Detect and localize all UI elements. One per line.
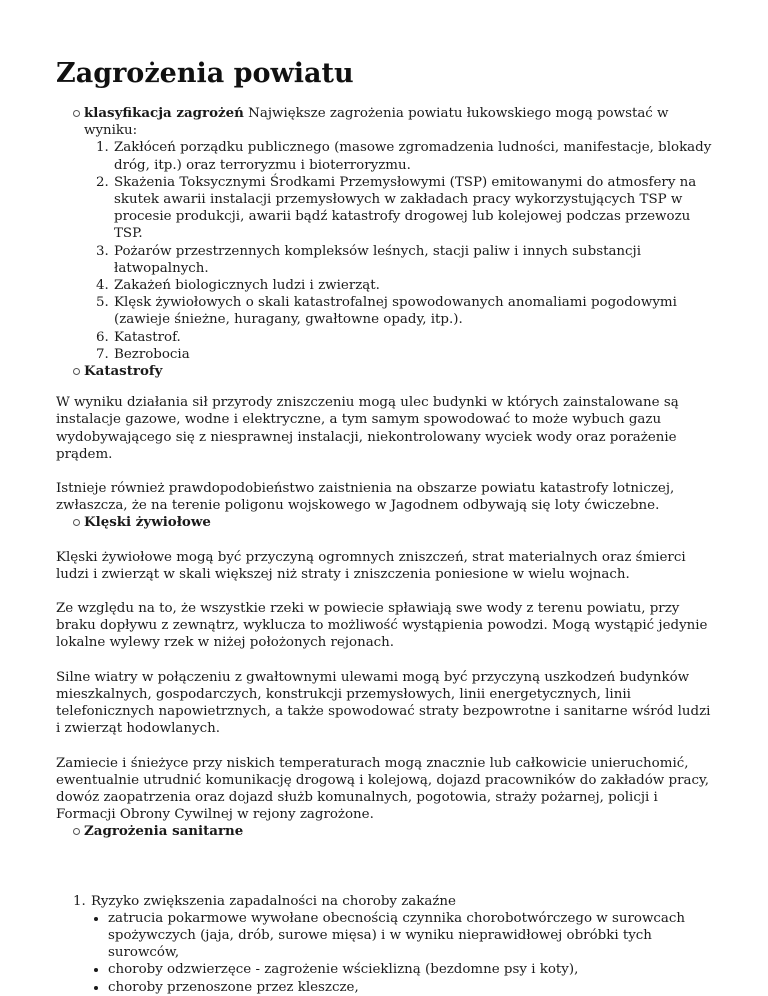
list-item-label: Ryzyko zwiększenia zapadalności na choroby zakaźne xyxy=(91,893,456,909)
bullet-item: • choroby odzwierzęce - zagrożenie wścieklizną (bezdomne psy i koty), xyxy=(108,961,712,978)
paragraph: Klęski żywiołowe mogą być przyczyną ogromnych zniszczeń, strat materialnych oraz śmierci ludzi i zwierząt w skali większej niż straty i zniszczenia poniesione w wielu wojnach. xyxy=(56,549,686,582)
sanitary-list xyxy=(56,893,712,996)
list-item: 4. Zakażeń biologicznych ludzi i zwierząt. xyxy=(113,277,712,294)
paragraph: Zamiecie i śnieżyce przy niskich temperaturach mogą znacznie lub całkowicie unieruchomić, ewentualnie utrudnić komunikację drogową i kolejową, dojazd pracowników do zakładów pracy, dowóz zaopatrzenia oraz dojazd służb komunalnych, pogotowia, straży pożarnej, policji i Formacji Obrony Cywilnej w rejony zagrożone. xyxy=(56,755,710,823)
bullet-item: • choroby przenoszone przez kleszcze, xyxy=(108,979,712,996)
section-heading: klasyfikacja zagrożeń xyxy=(84,105,244,121)
list-item xyxy=(90,893,712,996)
circle-bullet-icon xyxy=(73,110,80,117)
section-heading: Klęski żywiołowe xyxy=(84,514,211,531)
list-item: 5. Klęsk żywiołowych o skali katastrofalnej spowodowanych anomaliami pogodowymi (zawieje śnieżne, huragany, gwałtowne opady, itp.). xyxy=(113,294,712,328)
section-list-3 xyxy=(56,823,712,840)
paragraph: Silne wiatry w połączeniu z gwałtownymi ulewami mogą być przyczyną uszkodzeń budynków mieszkalnych, gospodarczych, konstrukcji przemysłowych, linii energetycznych, linii telefonicznych napowietrznych, a także spowodować straty bezpowrotne i sanitarne wśród ludzi i zwierząt hodowlanych. xyxy=(56,669,711,737)
section-natural-disasters xyxy=(73,514,712,531)
section-heading: Katastrofy xyxy=(84,363,163,380)
list-item: 3. Pożarów przestrzennych kompleksów leśnych, stacji paliw i innych substancji łatwopalnych. xyxy=(113,243,712,277)
paragraph: Istnieje również prawdopodobieństwo zaistnienia na obszarze powiatu katastrofy lotniczej, zwłaszcza, że na terenie poligonu wojskowego w Jagodnem odbywają się loty ćwiczebne. xyxy=(56,481,675,514)
section-intro: Największe zagrożenia powiatu łukowskiego mogą powstać w wyniku: xyxy=(84,106,669,139)
list-item: 7. Bezrobocia xyxy=(113,346,712,363)
circle-bullet-icon xyxy=(73,368,80,375)
section-heading: Zagrożenia sanitarne xyxy=(84,823,244,840)
section-classification xyxy=(73,105,712,363)
threat-list xyxy=(84,139,712,363)
paragraph: Ze względu na to, że wszystkie rzeki w powiecie spławiają swe wody z terenu powiatu, przy braku dopływu z zewnątrz, wyklucza to możliwość wystąpienia powodzi. Mogą wystąpić jedynie lokalne wylewy rzek w niżej położonych rejonach. xyxy=(56,601,708,651)
circle-bullet-icon xyxy=(73,519,80,526)
circle-bullet-icon xyxy=(73,828,80,835)
bullet-item: • zatrucia pokarmowe wywołane obecnością czynnika chorobotwórczego w surowcach spożywczych (jaja, drób, surowe mięsa) i w wyniku nieprawidłowej obróbki tych surowców, xyxy=(108,910,712,962)
list-item: 2. Skażenia Toksycznymi Środkami Przemysłowymi (TSP) emitowanymi do atmosfery na skutek awarii instalacji przemysłowych w zakładach pracy wykorzystujących TSP w procesie produkcji, awarii bądź katastrofy drogowej lub kolejowej podczas przewozu TSP. xyxy=(113,174,712,243)
paragraph: W wyniku działania sił przyrody zniszczeniu mogą ulec budynki w których zainstalowane są instalacje gazowe, wodne i elektryczne, a tym samym spowodować to może wybuch gazu wydobywającego się z niesprawnej instalacji, niekontrolowany wyciek wody oraz porażenie prądem. xyxy=(56,395,679,462)
list-item: 6. Katastrof. xyxy=(113,329,712,346)
section-catastrophes xyxy=(73,363,712,380)
section-list-2 xyxy=(56,514,712,531)
section-list-1 xyxy=(56,105,712,380)
section-sanitary xyxy=(73,823,712,840)
list-item: 1. Zakłóceń porządku publicznego (masowe zgromadzenia ludności, manifestacje, blokady dróg, itp.) oraz terroryzmu i bioterroryzmu. xyxy=(113,139,712,173)
page-title: Zagrożenia powiatu xyxy=(56,58,354,89)
disease-list xyxy=(91,910,712,996)
